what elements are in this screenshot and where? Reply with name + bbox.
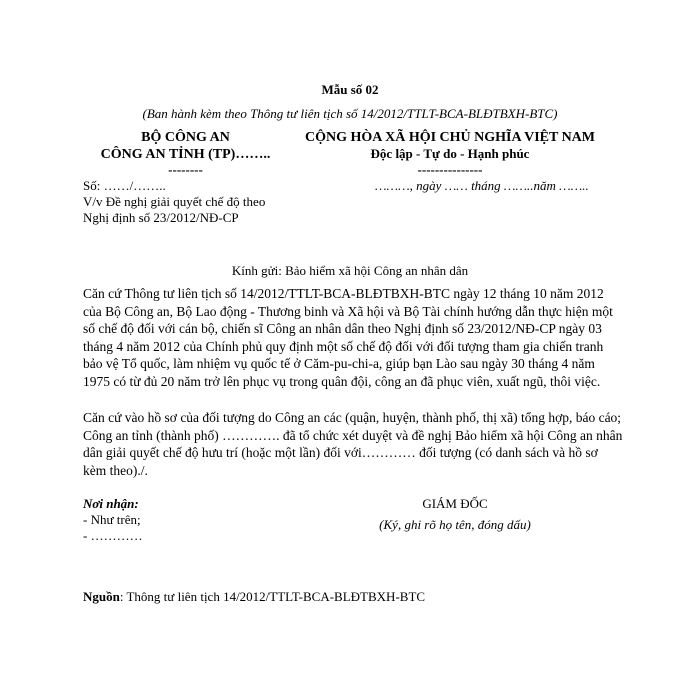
signature-note: (Ký, ghi rõ họ tên, đóng dấu) bbox=[379, 517, 531, 532]
ministry-name: BỘ CÔNG AN bbox=[141, 130, 230, 145]
body-paragraph-2: Căn cứ vào hồ sơ của đối tượng do Công an các (quận, huyện, thành phố, thị xã) tổng hợp, báo cáo; Công an tỉnh (thành phố) …………. đã tổ chức xét duyệt và đề nghị Bảo hiểm xã hội Công an nhân dân giải quyết chế độ hưu trí (hoặc một lần) đối với………… đối tượng (có danh sách và hồ sơ kèm theo)./. bbox=[83, 410, 623, 478]
source-text: : Thông tư liên tịch 14/2012/TTLT-BCA-BLĐTBXH-BTC bbox=[119, 589, 426, 604]
recipient-line: Kính gửi: Bảo hiểm xã hội Công an nhân dân bbox=[231, 263, 469, 278]
form-number: Mẫu số 02 bbox=[321, 82, 379, 97]
issued-note: (Ban hành kèm theo Thông tư liên tịch số 14/2012/TTLT-BCA-BLĐTBXH-BTC) bbox=[142, 106, 558, 121]
receivers-title: Nơi nhận: bbox=[83, 496, 139, 511]
subject-line: V/v Đề nghị giải quyết chế độ theo Nghị định số 23/2012/NĐ-CP bbox=[83, 194, 266, 225]
source-label: Nguồn bbox=[83, 589, 120, 604]
signature-title: GIÁM ĐỐC bbox=[422, 496, 488, 511]
provincial-police-name: CÔNG AN TỈNH (TP)…….. bbox=[100, 147, 271, 162]
right-header-divider: --------------- bbox=[417, 162, 483, 177]
body-paragraph-1: Căn cứ Thông tư liên tịch số 14/2012/TTLT-BCA-BLĐTBXH-BTC ngày 12 tháng 10 năm 2012 của Bộ Công an, Bộ Lao động - Thương binh và Xã hội và Bộ Tài chính hướng dẫn thực hiện một số chế độ đối với cán bộ, chiến sĩ Công an nhân dân theo Nghị định số 23/2012/NĐ-CP ngày 03 tháng 4 năm 2012 của Chính phủ quy định một số chế độ đối với đối tượng tham gia chiến tranh bảo vệ Tổ quốc, làm nhiệm vụ quốc tế ở Căm-pu-chi-a, giúp bạn Lào sau ngày 30 tháng 4 năm 1975 có từ đủ 20 năm trở lên phục vụ trong quân đội, công an đã phục viên, xuất ngũ, thôi việc. bbox=[83, 286, 613, 389]
source-line bbox=[83, 589, 425, 605]
date-line: ………, ngày …… tháng ……..năm …….. bbox=[375, 178, 589, 193]
document-number: Số: ……/…….. bbox=[83, 178, 166, 193]
receiver-item: - ………… bbox=[83, 528, 143, 543]
left-header-divider: -------- bbox=[168, 162, 203, 177]
receiver-item: - Như trên; bbox=[83, 512, 141, 527]
national-title: CỘNG HÒA XÃ HỘI CHỦ NGHĨA VIỆT NAM bbox=[304, 130, 595, 145]
national-motto: Độc lập - Tự do - Hạnh phúc bbox=[370, 146, 530, 161]
